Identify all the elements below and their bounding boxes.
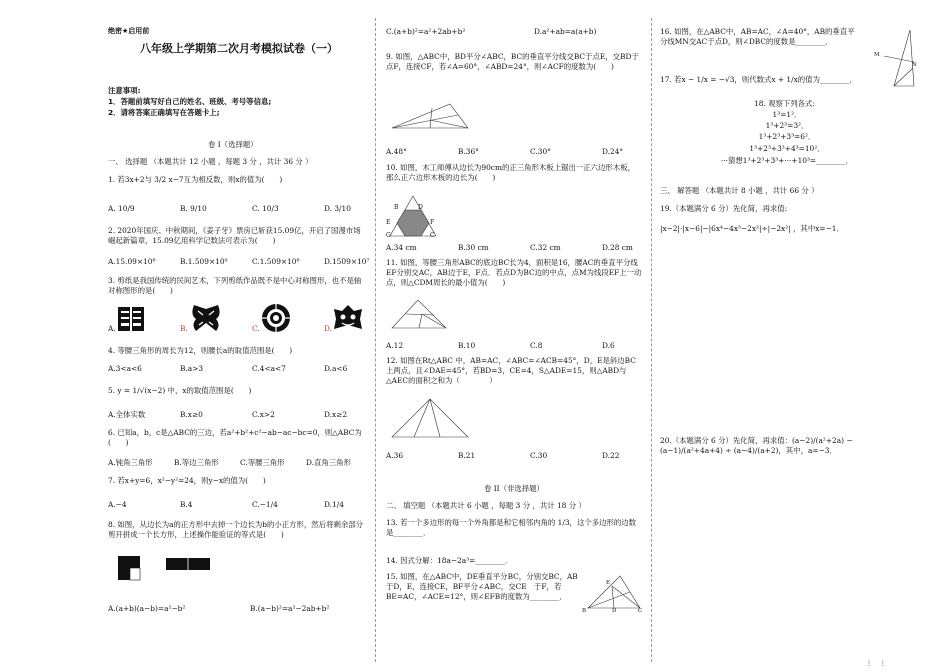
q18-line-5: ···猜想1³+2³+3³+···+10³=________． [720, 156, 854, 165]
q12-options [386, 451, 642, 461]
q16-label-n: N [912, 62, 917, 68]
papercut-d-ornament [332, 303, 364, 333]
q7-option-a[interactable]: A.−4 [108, 500, 127, 509]
q1-option-a[interactable]: A. 10/9 [108, 204, 135, 213]
q5-option-a[interactable]: A.全体实数 [108, 410, 146, 419]
q15-label-d: D [612, 608, 617, 614]
q9-option-d[interactable]: D.24° [602, 147, 624, 156]
q18-stem: 18. 观察下列各式: [754, 99, 815, 108]
q4-option-d[interactable]: D.a<6 [324, 364, 348, 373]
q8-option-d[interactable]: D.a²+ab=a(a+b) [534, 27, 597, 36]
q12-option-c[interactable]: C.30 [530, 451, 548, 460]
q18-line-2: 1³+2³=3²． [765, 121, 809, 130]
q9-stem: 9. 如图，△ABC中，BD平分∠ABC，BC的垂直平分线交BC于点E，交BD于点F，连接CF，若∠A=60°，∠ABD=24°，则∠ACF的度数为( ) [386, 52, 639, 71]
q2-stem: 2. 2020年国庆、中秋期间，《姜子牙》票房已斩获15.09亿，开启了国漫市场崛起新篇章，15.09亿用科学记数法可表示为( ) [108, 226, 361, 245]
column-1 [100, 0, 368, 672]
papercut-b-butterfly [190, 303, 222, 333]
q11-option-d[interactable]: D.6 [602, 341, 615, 350]
q8-option-a[interactable]: A.(a+b)(a−b)=a²−b² [108, 604, 186, 613]
q8-figure [116, 554, 216, 582]
q4-stem: 4. 等腰三角形的周长为12，则腰长a的取值范围是( ) [108, 346, 293, 355]
q8-stem: 8. 如图，从边长为a的正方形中去掉一个边长为b的小正方形，然后将剩余部分剪开拼成一个长方形，上述操作能验证的等式是( ) [108, 520, 364, 539]
column-3 [658, 0, 920, 672]
q11-stem: 11. 如图，等腰三角形ABC的底边BC长为4，面积是16，腰AC的垂直平分线EF分别交AC，AB边于E，F点．若点D为BC边的中点，点M为线段EF上一动点，则△CDM周长的最小值为( ) [386, 258, 642, 287]
q18-line-4: 1³+2³+3³+4³=10²． [749, 144, 825, 153]
part2-label: 卷 II（非选择题） [484, 484, 544, 493]
q10-option-b[interactable]: B.30 cm [458, 243, 489, 252]
q6-option-c[interactable]: C.等腰三角形 [240, 458, 285, 467]
q3-option-c[interactable]: C. [252, 324, 260, 333]
q10-options [386, 243, 642, 253]
q10-option-d[interactable]: D.28 cm [602, 243, 633, 252]
q12-option-a[interactable]: A.36 [386, 451, 404, 460]
q4-option-c[interactable]: C.4<a<7 [252, 364, 286, 373]
papercut-a-image [116, 305, 146, 333]
q9-options [386, 147, 642, 157]
q1-option-c[interactable]: C. 10/3 [252, 204, 279, 213]
q5-options [108, 410, 368, 420]
part1-label: 卷 I（选择题） [208, 140, 258, 149]
q16-figure [880, 28, 916, 90]
q7-stem: 7. 若x+y=6，x²−y²=24，则y−x的值为( ) [108, 476, 266, 485]
q15-label-b: B [582, 608, 587, 614]
section2-title: 二、 填空题 （本题共计 6 小题 ，每题 3 分 ，共计 18 分 ） [386, 501, 586, 510]
q13-stem: 13. 若一个多边形的每一个外角都是和它相邻内角的 1/3，这个多边形的边数是________． [386, 518, 637, 537]
q11-option-a[interactable]: A.12 [386, 341, 404, 350]
q8-option-b[interactable]: B.(a−b)²=a²−2ab+b² [250, 604, 330, 613]
q19-stem: 19.（本题满分 6 分）先化简，再求值: [660, 204, 788, 213]
q7-options [108, 500, 368, 510]
q17-stem: 17. 若x − 1/x = −√3，则代数式x + 1/x的值为________． [660, 75, 857, 84]
q18-line-1: 1³=1²． [772, 110, 802, 119]
papercut-c-ring [260, 302, 292, 334]
q8-option-c[interactable]: C.(a+b)²=a²+2ab+b² [386, 27, 466, 36]
hex-label-f: F [430, 219, 435, 226]
column-2 [382, 0, 644, 672]
q15-label-c: C [638, 608, 643, 614]
note-1: 1．答题前填写好自己的姓名、班级、考号等信息; [108, 97, 272, 106]
q16-stem: 16. 如图，在△ABC中，AB=AC，∠A=40°，AB的垂直平分线MN交AC于点D，则∠DBC的度数是________． [660, 27, 855, 46]
hex-label-b: B [394, 204, 399, 211]
corner-dots: ⋮ ⋮ [866, 660, 889, 667]
q9-option-c[interactable]: C.30° [530, 147, 551, 156]
q6-option-d[interactable]: D.直角三角形 [306, 458, 351, 467]
q1-stem: 1. 若3x+2与 3/2 x−7互为相反数，则x的值为( ) [108, 175, 283, 184]
q7-option-d[interactable]: D.1/4 [324, 500, 344, 509]
q12-figure [390, 397, 470, 441]
q11-option-b[interactable]: B.10 [458, 341, 476, 350]
q4-options [108, 364, 368, 374]
section1-title: 一、 选择题 （本题共计 12 小题 ，每题 3 分 ，共计 36 分 ） [108, 157, 313, 166]
q2-option-b[interactable]: B.1.509×10⁹ [180, 257, 228, 266]
q9-option-b[interactable]: B.36° [458, 147, 479, 156]
q10-option-c[interactable]: C.32 cm [530, 243, 561, 252]
q15-label-e: E [606, 580, 611, 586]
q2-option-c[interactable]: C.1.509×10⁸ [252, 257, 300, 266]
q6-option-b[interactable]: B.等边三角形 [174, 458, 219, 467]
q18-line-3: 1³+2³+3³=6²． [758, 132, 816, 141]
q6-options [108, 458, 366, 468]
q1-option-d[interactable]: D. 3/10 [324, 204, 351, 213]
q11-options [386, 341, 642, 351]
section3-title: 三、 解答题 （本题共计 8 小题 ，共计 66 分 ） [660, 186, 819, 195]
q9-option-a[interactable]: A.48° [386, 147, 407, 156]
q11-figure [388, 298, 450, 332]
q10-option-a[interactable]: A.34 cm [386, 243, 417, 252]
q20-stem: 20.（本题满分 6 分）先化简，再求值：(a−2)/(a²+2a) − (a−1)/(a²+4a+4) ÷ (a−4)/(a+2)，其中，a=−3． [660, 436, 853, 455]
q5-stem: 5. y = 1/√(x−2) 中，x的取值范围是( ) [108, 386, 252, 395]
q12-stem: 12. 如图在Rt△ABC 中，AB=AC，∠ABC=∠ACB=45°，D，E是斜边BC上两点，且∠DAE=45°，若BD=3，CE=4，S△ADE=15，则△ABD与△AEC的面积之和为（ ） [386, 356, 636, 385]
notes-title: 注意事项: [108, 86, 141, 95]
q5-option-d[interactable]: D.x≥2 [324, 410, 348, 419]
q4-option-b[interactable]: B.a>3 [180, 364, 204, 373]
column-divider-2 [651, 18, 652, 662]
q11-option-c[interactable]: C.8 [530, 341, 543, 350]
q19-expression: |x−2|·|x−6|−|6x⁴−4x³−2x²|÷|−2x²| ，其中x=−1． [660, 224, 844, 233]
q3-stem: 3. 剪纸是我国传统的民间艺术，下列剪纸作品既不是中心对称图形，也不是轴对称图形的是( ) [108, 276, 362, 295]
hex-label-c: C [430, 232, 435, 239]
hex-label-e: E [386, 219, 391, 226]
q12-option-d[interactable]: D.22 [602, 451, 620, 460]
q15-stem: 15. 如图，在△ABC中，DE垂直平分BC，分别交BC，AB于D，E，连接CE，BF平分∠ABC，交CE 于F，若BE=AC，∠ACE=12°，则∠EFB的度数为________． [386, 572, 578, 601]
column-divider-1 [375, 18, 376, 662]
q2-options [108, 257, 368, 267]
q5-option-c[interactable]: C.x>2 [252, 410, 275, 419]
q3-option-d[interactable]: D. [324, 324, 333, 333]
q4-option-a[interactable]: A.3<a<6 [108, 364, 142, 373]
q6-option-a[interactable]: A.钝角三角形 [108, 458, 153, 467]
q16-label-m: M [874, 52, 880, 58]
q14-stem: 14. 因式分解：18a−2a³=________． [386, 556, 513, 565]
q1-option-b[interactable]: B. 9/10 [180, 204, 207, 213]
q5-option-b[interactable]: B.x≥0 [180, 410, 203, 419]
q9-figure [390, 102, 470, 132]
q3-option-b[interactable]: B. [180, 324, 188, 333]
q12-option-b[interactable]: B.21 [458, 451, 476, 460]
q2-option-a[interactable]: A.15.09×10⁸ [108, 257, 156, 266]
q10-stem: 10. 如图，木工师傅从边长为90cm的正三角形木板上锯出一正六边形木板，那么正六边形木板的边长为( ) [386, 163, 635, 182]
note-2: 2．请将答案正确填写在答题卡上; [108, 108, 220, 117]
q7-option-b[interactable]: B.4 [180, 500, 193, 509]
q3-option-a[interactable]: A. [108, 324, 116, 333]
q7-option-c[interactable]: C.−1/4 [252, 500, 278, 509]
secret-mark: 绝密★启用前 [108, 27, 150, 35]
hex-label-g: G [386, 232, 391, 239]
q1-options [108, 204, 368, 214]
q2-option-d[interactable]: D.1509×10⁷ [324, 257, 370, 266]
hex-label-d: D [418, 204, 423, 211]
exam-title: 八年级上学期第二次月考模拟试卷（一） [140, 42, 338, 55]
q6-stem: 6. 已知a，b，c是△ABC的三边，若a²+b²+c²−ab−ac−bc=0，则△ABC为( ) [108, 428, 362, 447]
